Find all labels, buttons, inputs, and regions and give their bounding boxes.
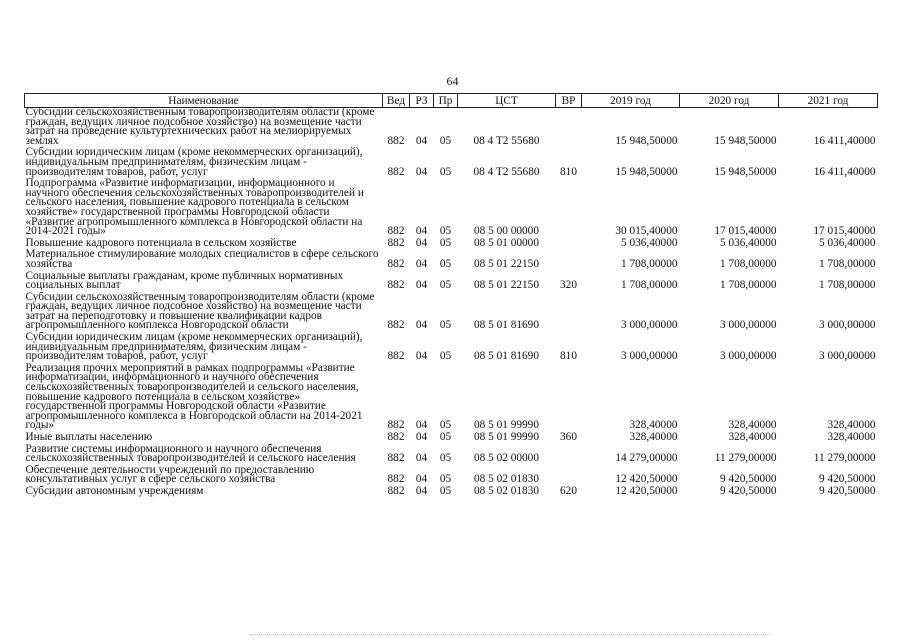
cell-cst: 08 5 02 01830 [474,484,539,497]
cell-pr: 05 [439,431,452,443]
cell-pr: 05 [439,257,452,270]
cell-ved: 882 [387,452,405,465]
header-2021: 2021 год [779,94,878,108]
table-row [25,364,878,433]
cell-pr: 05 [439,473,452,486]
cell-2019: 12 420,50000 [615,473,678,486]
cell-cst: 08 5 02 00000 [474,452,539,465]
cell-ved: 882 [387,319,405,332]
cell-2020: 15 948,50000 [714,165,777,178]
page-number: 64 [446,74,459,88]
cell-pr: 05 [439,279,452,292]
cell-name: Субсидии юридическим лицам (кроме некоммерческих организаций), индивидуальным предпринимателям, физическим лицам - производителям товаров, работ, услуг [25,331,363,363]
cell-2020: 328,40000 [728,431,777,443]
cell-name: Субсидии сельскохозяйственным товаропроизводителям области (кроме граждан, ведущих личное подсобное хозяйство) на возмещение части затрат на переподготовку и повышение квалификации кадров агропромышленного комплекса Новгородской области [25,290,375,332]
cell-name: Субсидии автономным учреждениям [25,484,204,497]
cell-2021: 5 036,40000 [819,236,876,249]
budget-table [24,93,878,499]
table-row [25,148,878,179]
cell-rz: 04 [415,319,428,332]
cell-name: Социальные выплаты гражданам, кроме публичных нормативных социальных выплат [25,269,344,292]
cell-2021: 17 015,40000 [813,225,876,238]
cell-vr [556,179,582,239]
cell-2019: 30 015,40000 [615,225,678,238]
table-row [25,487,878,499]
cell-vr [556,466,582,487]
header-ved: Вед [383,94,410,108]
cell-name: Субсидии юридическим лицам (кроме некоммерческих организаций), индивидуальным предпринимателям, физическим лицам - производителям товаров, работ, услуг [25,146,363,178]
cell-rz: 04 [415,350,428,363]
cell-2020: 1 708,00000 [720,257,777,270]
cell-pr: 05 [439,319,452,332]
table-row [25,293,878,333]
cell-2021: 3 000,00000 [819,319,876,332]
cell-cst: 08 4 T2 55680 [473,165,540,178]
cell-2021: 16 411,40000 [813,134,876,147]
cell-vr [556,108,582,149]
cell-ved: 882 [387,225,405,238]
cell-pr: 05 [439,134,452,147]
cell-vr: 620 [560,484,577,497]
cell-rz: 04 [415,484,428,497]
cell-ved: 882 [387,236,405,249]
table-row [25,333,878,364]
cell-ved: 882 [387,257,405,270]
table-row [25,445,878,466]
table-row [25,272,878,293]
cell-2021: 1 708,00000 [819,279,876,292]
cell-2020: 9 420,50000 [720,484,777,497]
cell-vr: 810 [560,165,577,178]
cell-ved: 882 [387,134,405,147]
header-cst: ЦСТ [458,94,556,108]
cell-cst: 08 5 02 01830 [474,473,539,486]
cell-vr: 810 [560,350,577,363]
cell-2019: 3 000,00000 [621,350,678,363]
cell-cst: 08 5 01 00000 [474,236,539,249]
cell-ved: 882 [387,350,405,363]
cell-name: Субсидии сельскохозяйственным товаропроизводителям области (кроме граждан, ведущих личное подсобное хозяйство) на возмещение части затрат на проведение культуртехнических работ на мелиорируемых землях [25,106,375,147]
cell-cst: 08 5 00 00000 [474,225,539,238]
cell-rz: 04 [415,165,428,178]
header-vr: ВР [556,94,582,108]
cell-cst: 08 5 01 81690 [474,319,539,332]
cell-vr: 360 [560,431,577,443]
cell-pr: 05 [439,165,452,178]
cell-2019: 5 036,40000 [621,236,678,249]
cell-2019: 328,40000 [629,431,678,443]
cell-name: Иные выплаты населению [25,431,153,443]
cell-rz: 04 [415,236,428,249]
cell-2019: 3 000,00000 [621,319,678,332]
cell-2020: 17 015,40000 [714,225,777,238]
cell-2020: 11 279,00000 [714,452,777,465]
cell-pr: 05 [439,419,452,432]
header-2019: 2019 год [582,94,680,108]
cell-2020: 3 000,00000 [720,319,777,332]
cell-2020: 9 420,50000 [720,473,777,486]
cell-rz: 04 [415,257,428,270]
cell-ved: 882 [387,431,405,443]
cell-cst: 08 4 T2 55680 [473,134,540,147]
cell-pr: 05 [439,350,452,363]
cell-ved: 882 [387,165,405,178]
cell-rz: 04 [415,419,428,432]
cell-2021: 328,40000 [827,419,876,432]
cell-2019: 1 708,00000 [621,257,678,270]
cell-ved: 882 [387,279,405,292]
table-row [25,179,878,239]
cell-2021: 9 420,50000 [819,484,876,497]
cell-cst: 08 5 01 99990 [474,419,539,432]
cell-2020: 1 708,00000 [720,279,777,292]
cell-2021: 16 411,40000 [813,165,876,178]
cell-2020: 5 036,40000 [720,236,777,249]
cell-vr [556,364,582,433]
cell-pr: 05 [439,236,452,249]
cell-ved: 882 [387,419,405,432]
table-row [25,250,878,271]
header-pr: Пр [434,94,458,108]
cell-2021: 1 708,00000 [819,257,876,270]
cell-ved: 882 [387,473,405,486]
cell-rz: 04 [415,134,428,147]
cell-2021: 3 000,00000 [819,350,876,363]
cell-cst: 08 5 01 22150 [474,279,539,292]
cell-rz: 04 [415,279,428,292]
cell-vr: 320 [560,279,577,292]
cell-ved: 882 [387,484,405,497]
scan-artifact-line [250,634,770,637]
cell-2019: 14 279,00000 [615,452,678,465]
cell-2020: 15 948,50000 [714,134,777,147]
cell-2019: 1 708,00000 [621,279,678,292]
cell-vr [556,445,582,466]
cell-2019: 328,40000 [629,419,678,432]
cell-2020: 3 000,00000 [720,350,777,363]
cell-2021: 9 420,50000 [819,473,876,486]
cell-rz: 04 [415,431,428,443]
cell-cst: 08 5 01 99990 [474,431,539,443]
cell-rz: 04 [415,452,428,465]
table-body [25,108,878,499]
cell-2019: 15 948,50000 [615,165,678,178]
cell-vr [556,250,582,271]
cell-pr: 05 [439,225,452,238]
table-row [25,108,878,149]
cell-cst: 08 5 01 22150 [474,257,539,270]
cell-name: Развитие системы информационного и научного обеспечения сельскохозяйственных товаропроизводителей и сельского населения [25,442,356,465]
cell-rz: 04 [415,473,428,486]
cell-rz: 04 [415,225,428,238]
cell-2019: 12 420,50000 [615,484,678,497]
cell-vr [556,293,582,333]
header-rz: РЗ [410,94,434,108]
cell-2021: 328,40000 [827,431,876,443]
header-name: Наименование [25,94,383,108]
cell-2020: 328,40000 [728,419,777,432]
cell-pr: 05 [439,452,452,465]
cell-name: Материальное стимулирование молодых специалистов в сфере сельского хозяйства [25,248,379,270]
cell-vr [556,239,582,251]
cell-2021: 11 279,00000 [813,452,876,465]
table-row [25,466,878,487]
cell-name: Повышение кадрового потенциала в сельском хозяйстве [25,236,297,249]
header-2020: 2020 год [680,94,779,108]
cell-cst: 08 5 01 81690 [474,350,539,363]
cell-name: Реализация прочих мероприятий в рамках подпрограммы «Развитие информатизации, информационного и научного обеспечения сельскохозяйственных товаропроизводителей и сельского населения, повышение кадрового потенциала в сельском хозяйстве» государственной программы Новгородской области «Развитие агропромышленного комплекса в Новгородской области на 2014-2021 годы» [25,361,363,432]
cell-2019: 15 948,50000 [615,134,678,147]
cell-pr: 05 [439,484,452,497]
cell-name: Обеспечение деятельности учреждений по предоставлению консультативных услуг в сфере сельского хозяйства [25,463,315,486]
cell-name: Подпрограмма «Развитие информатизации, информационного и научного обеспечения сельскохозяйственных товаропроизводителей и сельского населения, повышение кадрового потенциала в сельском хозяйстве» государственной программы Новгородской области «Развитие агропромышленного комплекса в Новгородской области на 2014-2021 годы» [25,177,364,238]
